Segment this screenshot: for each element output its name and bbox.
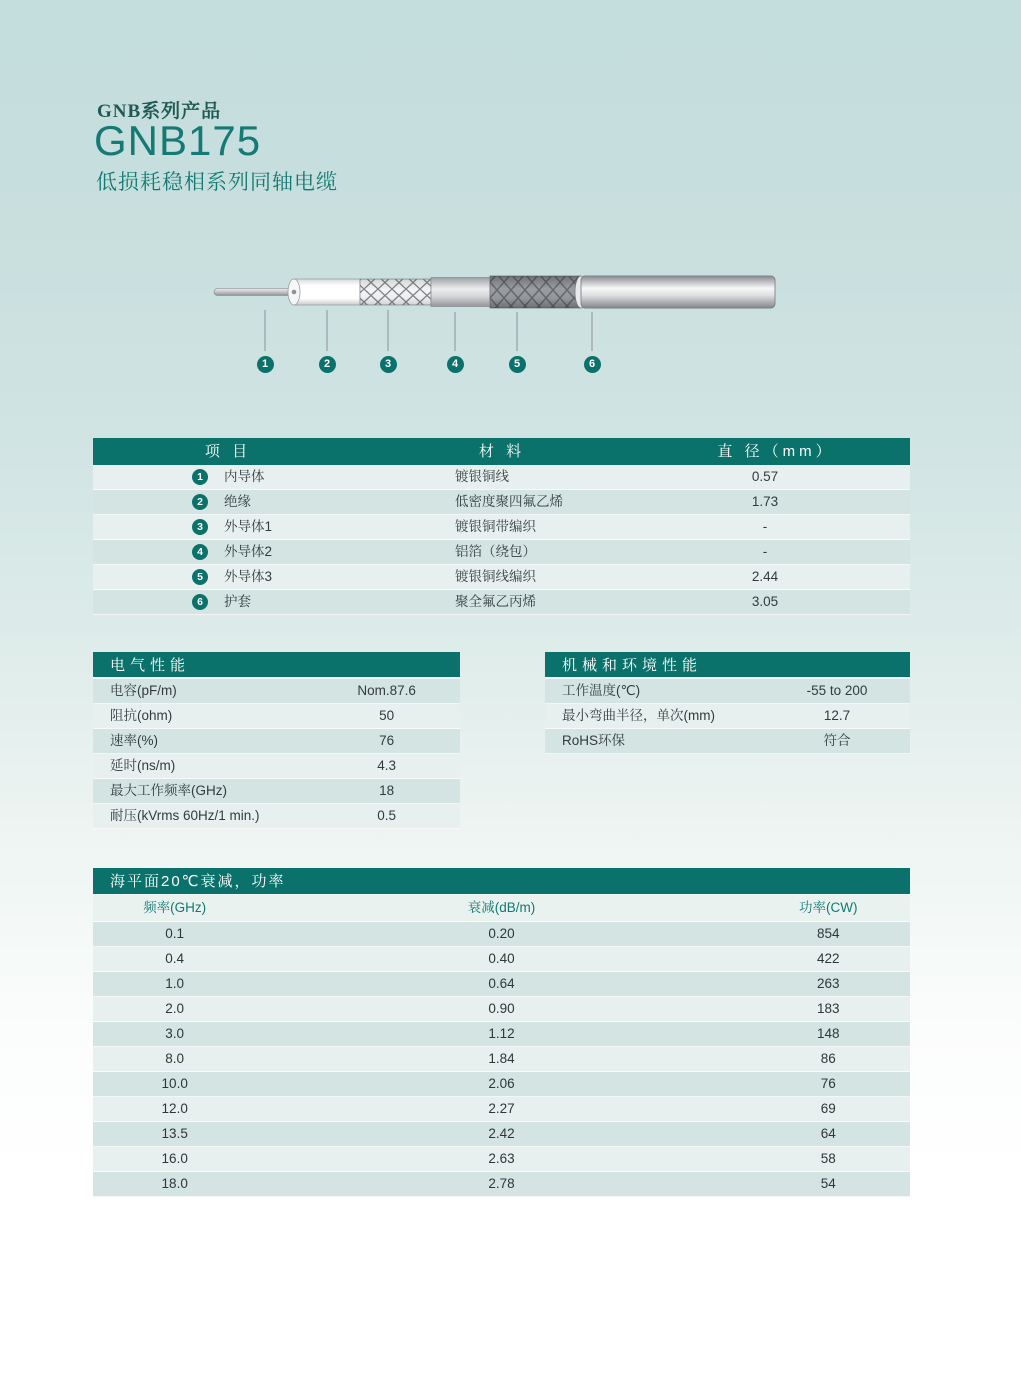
property-label: 电容(pF/m) — [110, 683, 177, 698]
attenuation-value: 2.27 — [488, 1101, 515, 1116]
callout-leader-lines — [265, 310, 592, 351]
layer-badge-5: 5 — [192, 569, 208, 585]
attenuation-value: 0.40 — [488, 951, 515, 966]
cable-wire-cross-section — [292, 290, 297, 295]
layer-badge-3: 3 — [192, 519, 208, 535]
cable-inner-conductor — [214, 289, 298, 296]
attenuation-row — [93, 1022, 910, 1047]
layer-material: 镀银铜线编织 — [455, 569, 536, 584]
attenuation-table-title: 海平面20℃衰减，功率 — [93, 868, 910, 895]
series-label: GNB系列产品 — [97, 101, 222, 122]
attenuation-row — [93, 1122, 910, 1147]
col-material-header: 材 料 — [478, 443, 526, 460]
construction-row — [93, 590, 910, 615]
property-value: 50 — [379, 708, 395, 723]
callout-badge-6: 6 — [584, 356, 601, 373]
power-value: 54 — [820, 1176, 836, 1191]
property-value: Nom.87.6 — [357, 683, 416, 698]
power-value: 148 — [817, 1026, 840, 1041]
power-value: 183 — [817, 1001, 840, 1016]
attenuation-value: 1.84 — [488, 1051, 515, 1066]
page-title: GNB175 — [94, 117, 262, 164]
cable-outer-conductor-3 — [490, 276, 581, 308]
attenuation-value: 0.64 — [488, 976, 515, 991]
property-row — [545, 704, 910, 729]
cable-jacket — [575, 276, 775, 308]
layer-badge-2: 2 — [192, 494, 208, 510]
attenuation-value: 2.78 — [488, 1176, 515, 1191]
frequency-value: 8.0 — [165, 1051, 185, 1066]
frequency-value: 0.4 — [165, 951, 185, 966]
frequency-value: 1.0 — [165, 976, 185, 991]
property-label: RoHS环保 — [562, 733, 626, 748]
frequency-value: 16.0 — [161, 1151, 188, 1166]
attenuation-row — [93, 947, 910, 972]
property-row — [93, 779, 460, 804]
power-value: 854 — [817, 926, 840, 941]
attenuation-value: 0.20 — [488, 926, 515, 941]
property-value: 4.3 — [377, 758, 396, 773]
layer-diameter: 3.05 — [751, 594, 779, 609]
attenuation-row — [93, 1097, 910, 1122]
layer-material: 镀银铜线 — [455, 469, 509, 484]
attenuation-row — [93, 1172, 910, 1197]
col-diameter-header: 直 径（mm） — [717, 443, 835, 460]
layer-item: 护套 — [224, 594, 251, 609]
frequency-value: 3.0 — [165, 1026, 185, 1041]
cable-outer-conductor-2 — [431, 278, 490, 307]
power-value: 69 — [820, 1101, 836, 1116]
power-value: 76 — [820, 1076, 836, 1091]
power-value: 86 — [820, 1051, 836, 1066]
attenuation-row — [93, 1147, 910, 1172]
property-value: 18 — [379, 783, 395, 798]
callout-badge-2: 2 — [319, 356, 336, 373]
electrical-table — [93, 652, 460, 829]
property-row — [93, 704, 460, 729]
property-row — [93, 729, 460, 754]
callout-badge-3: 3 — [380, 356, 397, 373]
construction-row — [93, 565, 910, 590]
layer-badge-4: 4 — [192, 544, 208, 560]
attenuation-row — [93, 922, 910, 947]
property-value: 符合 — [823, 733, 851, 748]
property-label: 延时(ns/m) — [110, 758, 176, 773]
callout-badge-5: 5 — [509, 356, 526, 373]
property-row — [545, 729, 910, 754]
callout-badge-1: 1 — [257, 356, 274, 373]
layer-diameter: 2.44 — [751, 569, 779, 584]
construction-table — [93, 438, 910, 615]
col-item-header: 项 目 — [204, 443, 252, 460]
cable-outer-conductor-1 — [360, 279, 431, 305]
construction-row — [93, 515, 910, 540]
attenuation-value: 2.06 — [488, 1076, 515, 1091]
property-label: 最小弯曲半径，单次(mm) — [562, 708, 715, 723]
frequency-value: 2.0 — [165, 1001, 185, 1016]
attenuation-row — [93, 997, 910, 1022]
layer-diameter: 1.73 — [751, 494, 779, 509]
attenuation-value: 1.12 — [488, 1026, 515, 1041]
layer-diameter: - — [762, 544, 768, 559]
attenuation-column-headers — [93, 895, 910, 922]
construction-row — [93, 540, 910, 565]
power-value: 58 — [820, 1151, 836, 1166]
col-attenuation-header: 衰减(dB/m) — [467, 900, 536, 915]
col-power-header: 功率(CW) — [799, 900, 858, 915]
mechanical-table-title: 机械和环境性能 — [545, 652, 910, 679]
callout-badge-4: 4 — [447, 356, 464, 373]
property-row — [93, 679, 460, 704]
layer-item: 外导体2 — [224, 544, 273, 559]
frequency-value: 13.5 — [161, 1126, 188, 1141]
layer-badge-6: 6 — [192, 594, 208, 610]
property-value: 12.7 — [823, 708, 851, 723]
attenuation-table — [93, 868, 910, 1197]
property-row — [93, 804, 460, 829]
attenuation-value: 2.63 — [488, 1151, 515, 1166]
property-value: 0.5 — [377, 808, 396, 823]
attenuation-value: 2.42 — [488, 1126, 515, 1141]
layer-diameter: 0.57 — [751, 469, 779, 484]
property-label: 最大工作频率(GHz) — [110, 783, 227, 798]
construction-row — [93, 465, 910, 490]
layer-badge-1: 1 — [192, 469, 208, 485]
property-row — [93, 754, 460, 779]
layer-item: 内导体 — [224, 469, 265, 484]
col-frequency-header: 频率(GHz) — [143, 900, 207, 915]
electrical-table-title: 电气性能 — [93, 652, 460, 679]
layer-material: 聚全氟乙丙烯 — [455, 594, 536, 609]
construction-table-header — [93, 438, 910, 465]
property-label: 速率(%) — [110, 733, 158, 748]
power-value: 263 — [817, 976, 840, 991]
layer-material: 镀银铜带编织 — [455, 519, 536, 534]
property-label: 工作温度(℃) — [562, 683, 641, 698]
layer-material: 低密度聚四氟乙烯 — [455, 494, 563, 509]
property-value: 76 — [379, 733, 395, 748]
frequency-value: 12.0 — [161, 1101, 188, 1116]
cable-dielectric — [294, 279, 360, 305]
mechanical-table — [545, 652, 910, 754]
attenuation-row — [93, 1072, 910, 1097]
frequency-value: 0.1 — [165, 926, 185, 941]
property-value: -55 to 200 — [806, 683, 868, 698]
power-value: 64 — [820, 1126, 836, 1141]
property-label: 耐压(kVrms 60Hz/1 min.) — [110, 808, 260, 823]
layer-item: 绝缘 — [224, 494, 251, 509]
property-label: 阻抗(ohm) — [110, 708, 173, 723]
cable-diagram — [0, 250, 1021, 375]
frequency-value: 10.0 — [161, 1076, 188, 1091]
layer-diameter: - — [762, 519, 768, 534]
layer-item: 外导体3 — [224, 569, 273, 584]
attenuation-value: 0.90 — [488, 1001, 515, 1016]
layer-item: 外导体1 — [224, 519, 273, 534]
attenuation-row — [93, 972, 910, 997]
power-value: 422 — [817, 951, 840, 966]
page-subtitle: 低损耗稳相系列同轴电缆 — [96, 171, 338, 194]
attenuation-row — [93, 1047, 910, 1072]
property-row — [545, 679, 910, 704]
construction-row — [93, 490, 910, 515]
frequency-value: 18.0 — [161, 1176, 188, 1191]
layer-material: 铝箔（绕包） — [455, 544, 536, 559]
